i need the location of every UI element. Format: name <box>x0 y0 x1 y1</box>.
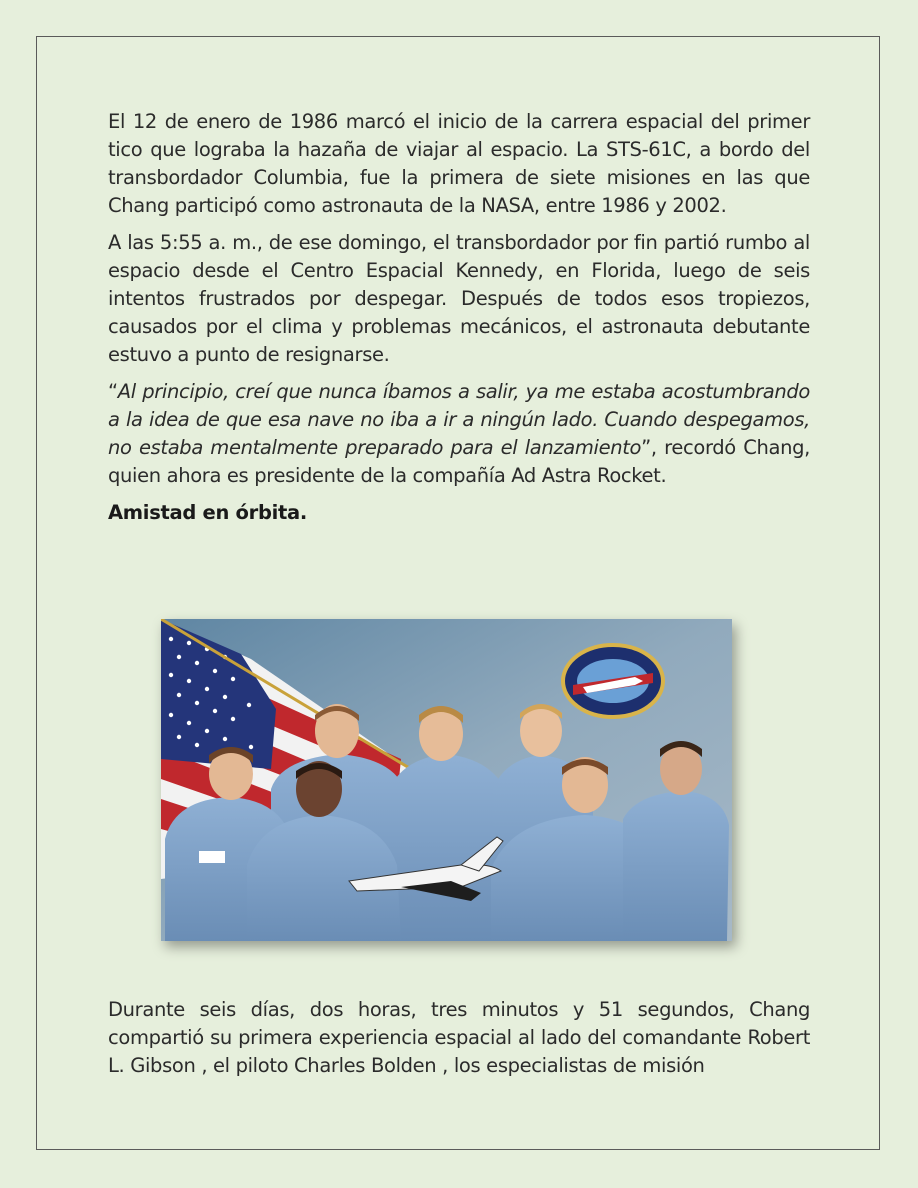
paragraph-1: El 12 de enero de 1986 marcó el inicio de la carrera espacial del primer tico que lograba la hazaña de viajar al espacio. La STS-61C, a bordo del transbordador Columbia, fue la primera de siete misiones en las que Chang participó como astronauta de la NASA, entre 1986 y 2002. <box>108 110 810 217</box>
mission-patch <box>563 645 663 717</box>
section-heading: Amistad en órbita. <box>108 501 307 524</box>
crew-photo <box>161 619 732 941</box>
quote-attribution: ”, recordó Chang, quien ahora es presidente de la compañía Ad Astra Rocket. <box>108 436 811 487</box>
paragraph-4: Durante seis días, dos horas, tres minutos y 51 segundos, Chang compartió su primera experiencia espacial al lado del comandante Robert L. Gibson , el piloto Charles Bolden , los especialistas de misión <box>108 998 810 1077</box>
article-top-text <box>108 108 810 527</box>
paragraph-3-quote <box>108 378 810 490</box>
quote-open: “ <box>108 380 118 403</box>
quote-italic: Al principio, creí que nunca íbamos a salir, ya me estaba acostumbrando a la idea de que esa nave no iba a ir a ningún lado. Cuando despegamos, no estaba mentalmente preparado para el lanzamiento <box>108 380 810 459</box>
paragraph-2: A las 5:55 a. m., de ese domingo, el transbordador por fin partió rumbo al espacio desde el Centro Espacial Kennedy, en Florida, luego de seis intentos frustrados por despegar. Después de todos esos tropiezos, causados por el clima y problemas mecánicos, el astronauta debutante estuvo a punto de resignarse. <box>108 231 810 366</box>
crew-photo-illustration <box>161 619 732 941</box>
article-bottom-text <box>108 996 810 1089</box>
